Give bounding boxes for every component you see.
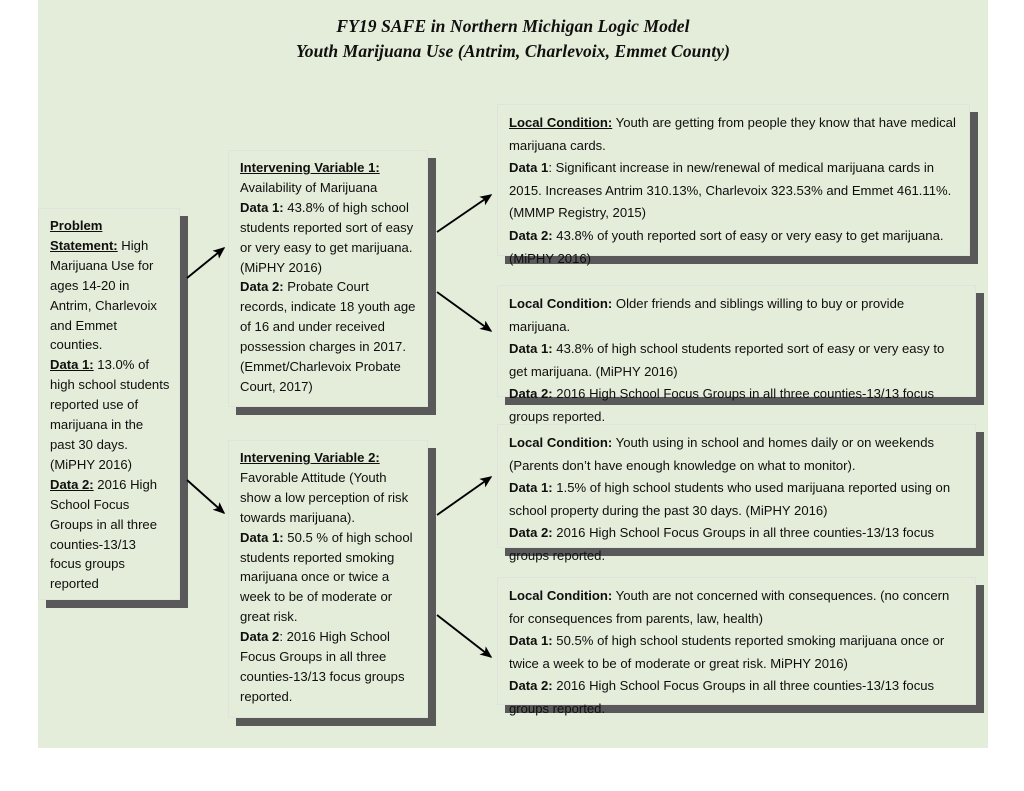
local-condition-4-body: Youth are not concerned with consequences. (no concern for consequences from parents, law, health): [509, 588, 950, 626]
local-condition-2-data2-body: 2016 High School Focus Groups in all three counties-13/13 focus groups reported.: [509, 386, 935, 424]
intervening-variable-1-data1: [240, 198, 418, 278]
local-condition-2-data2-label: Data 2:: [509, 386, 553, 402]
intervening-variable-2-data2-label: Data 2: [240, 629, 280, 645]
intervening-variable-2-data1: [240, 528, 418, 628]
intervening-variable-1-data1-body: 43.8% of high school students reported sort of easy or very easy to get marijuana. (MiPHY 2016): [240, 199, 414, 275]
intervening-variable-2-data1-body: 50.5 % of high school students reported smoking marijuana once or twice a week to be of moderate or great risk.: [240, 529, 413, 625]
local-condition-2-text: [509, 293, 966, 338]
local-condition-4-text: [509, 585, 966, 630]
local-condition-4-data2: [509, 675, 966, 720]
local-condition-2-body: Older friends and siblings willing to buy or provide marijuana.: [509, 296, 905, 334]
intervening-variable-2-data1-label: Data 1:: [240, 529, 284, 545]
local-condition-1-data2-body: 43.8% of youth reported sort of easy or very easy to get marijuana. (MiPHY 2016): [509, 227, 944, 266]
local-condition-1-data1: [509, 157, 960, 225]
intervening-variable-1-data2-label: Data 2:: [240, 279, 284, 295]
problem-statement-box[interactable]: [38, 208, 180, 600]
intervening-variable-1-box[interactable]: [228, 150, 428, 407]
local-condition-3-data1: [509, 477, 966, 522]
problem-statement-data1: [50, 355, 170, 474]
intervening-variable-2-body: Favorable Attitude (Youth show a low perception of risk towards marijuana).: [240, 469, 409, 525]
intervening-variable-1-data1-label: Data 1:: [240, 199, 284, 215]
problem-statement-data1-body: 13.0% of high school students reported use of marijuana in the past 30 days. (MiPHY 2016): [50, 357, 170, 472]
local-condition-3-data2-label: Data 2:: [509, 525, 553, 541]
local-condition-4-data1-label: Data 1:: [509, 633, 553, 649]
intervening-variable-1-heading: [240, 158, 418, 178]
intervening-variable-2-heading: [240, 448, 418, 468]
intervening-variable-1-label: Intervening Variable 1:: [240, 160, 380, 175]
local-condition-4-data2-label: Data 2:: [509, 678, 553, 694]
title-line-1: FY19 SAFE in Northern Michigan Logic Model: [336, 16, 690, 36]
local-condition-2-label: Local Condition:: [509, 296, 613, 311]
problem-statement-data2: [50, 475, 170, 594]
local-condition-2-box[interactable]: [497, 285, 976, 424]
intervening-variable-1-body: Availability of Marijuana: [240, 179, 378, 195]
local-condition-2-data1-label: Data 1:: [509, 341, 553, 357]
intervening-variable-2-data2: [240, 627, 418, 707]
problem-statement-body: High Marijuana Use for ages 14-20 in Antrim, Charlevoix and Emmet counties.: [50, 237, 157, 353]
local-condition-4-box[interactable]: [497, 577, 976, 716]
intervening-variable-1-data2: [240, 277, 418, 396]
local-condition-2-data1: [509, 338, 966, 383]
local-condition-1-data2: [509, 225, 960, 270]
local-condition-3-data2: [509, 522, 966, 567]
problem-statement-text: [50, 216, 170, 355]
local-condition-1-body: Youth are getting from people they know that have medical marijuana cards.: [509, 115, 956, 153]
local-condition-2-data2: [509, 383, 966, 428]
problem-statement-data2-label: Data 2:: [50, 476, 94, 492]
local-condition-4-data1-body: 50.5% of high school students reported smoking marijuana once or twice a week to be of moderate or great risk. MiPHY 2016): [509, 633, 945, 671]
local-condition-3-data2-body: 2016 High School Focus Groups in all three counties-13/13 focus groups reported.: [509, 525, 935, 563]
local-condition-1-text: [509, 112, 960, 157]
problem-statement-data2-body: 2016 High School Focus Groups in all three counties-13/13 focus groups reported: [50, 476, 158, 592]
intervening-variable-1-data2-body: Probate Court records, indicate 18 youth age of 16 and under received possession charges in 2017. (Emmet/Charlevoix Probate Court, 2017): [240, 279, 416, 394]
local-condition-1-box[interactable]: [497, 104, 970, 266]
local-condition-3-data1-body: 1.5% of high school students who used marijuana reported using on school property during the past 30 days. (MiPHY 2016): [509, 480, 951, 518]
local-condition-4-label: Local Condition:: [509, 588, 613, 603]
intervening-variable-2-label: Intervening Variable 2:: [240, 450, 380, 465]
local-condition-4-data2-body: 2016 High School Focus Groups in all three counties-13/13 focus groups reported.: [509, 678, 935, 716]
local-condition-2-data1-body: 43.8% of high school students reported sort of easy or very easy to get marijuana. (MiPHY 2016): [509, 341, 945, 379]
intervening-variable-2-box[interactable]: [228, 440, 428, 718]
local-condition-3-box[interactable]: [497, 424, 976, 563]
local-condition-1-data1-label: Data 1: [509, 160, 549, 176]
page-title: [38, 14, 988, 64]
local-condition-1-data1-body: : Significant increase in new/renewal of medical marijuana cards in 2015. Increases Antrim 310.13%, Charlevoix 323.53% and Emmet 461.11%. (MMMP Registry, 2015): [509, 160, 952, 221]
local-condition-3-label: Local Condition:: [509, 435, 613, 450]
local-condition-3-data1-label: Data 1:: [509, 480, 553, 496]
local-condition-4-data1: [509, 630, 966, 675]
problem-statement-label: Problem Statement:: [50, 218, 118, 253]
local-condition-1-label: Local Condition:: [509, 115, 613, 130]
local-condition-3-text: [509, 432, 966, 477]
local-condition-3-body: Youth using in school and homes daily or on weekends (Parents don’t have enough knowledge on what to monitor).: [509, 435, 935, 473]
problem-statement-data1-label: Data 1:: [50, 357, 94, 373]
intervening-variable-2-data2-body: : 2016 High School Focus Groups in all three counties-13/13 focus groups reported.: [240, 629, 405, 704]
title-line-2: Youth Marijuana Use (Antrim, Charlevoix, Emmet County): [295, 41, 731, 61]
local-condition-1-data2-label: Data 2:: [509, 227, 553, 243]
